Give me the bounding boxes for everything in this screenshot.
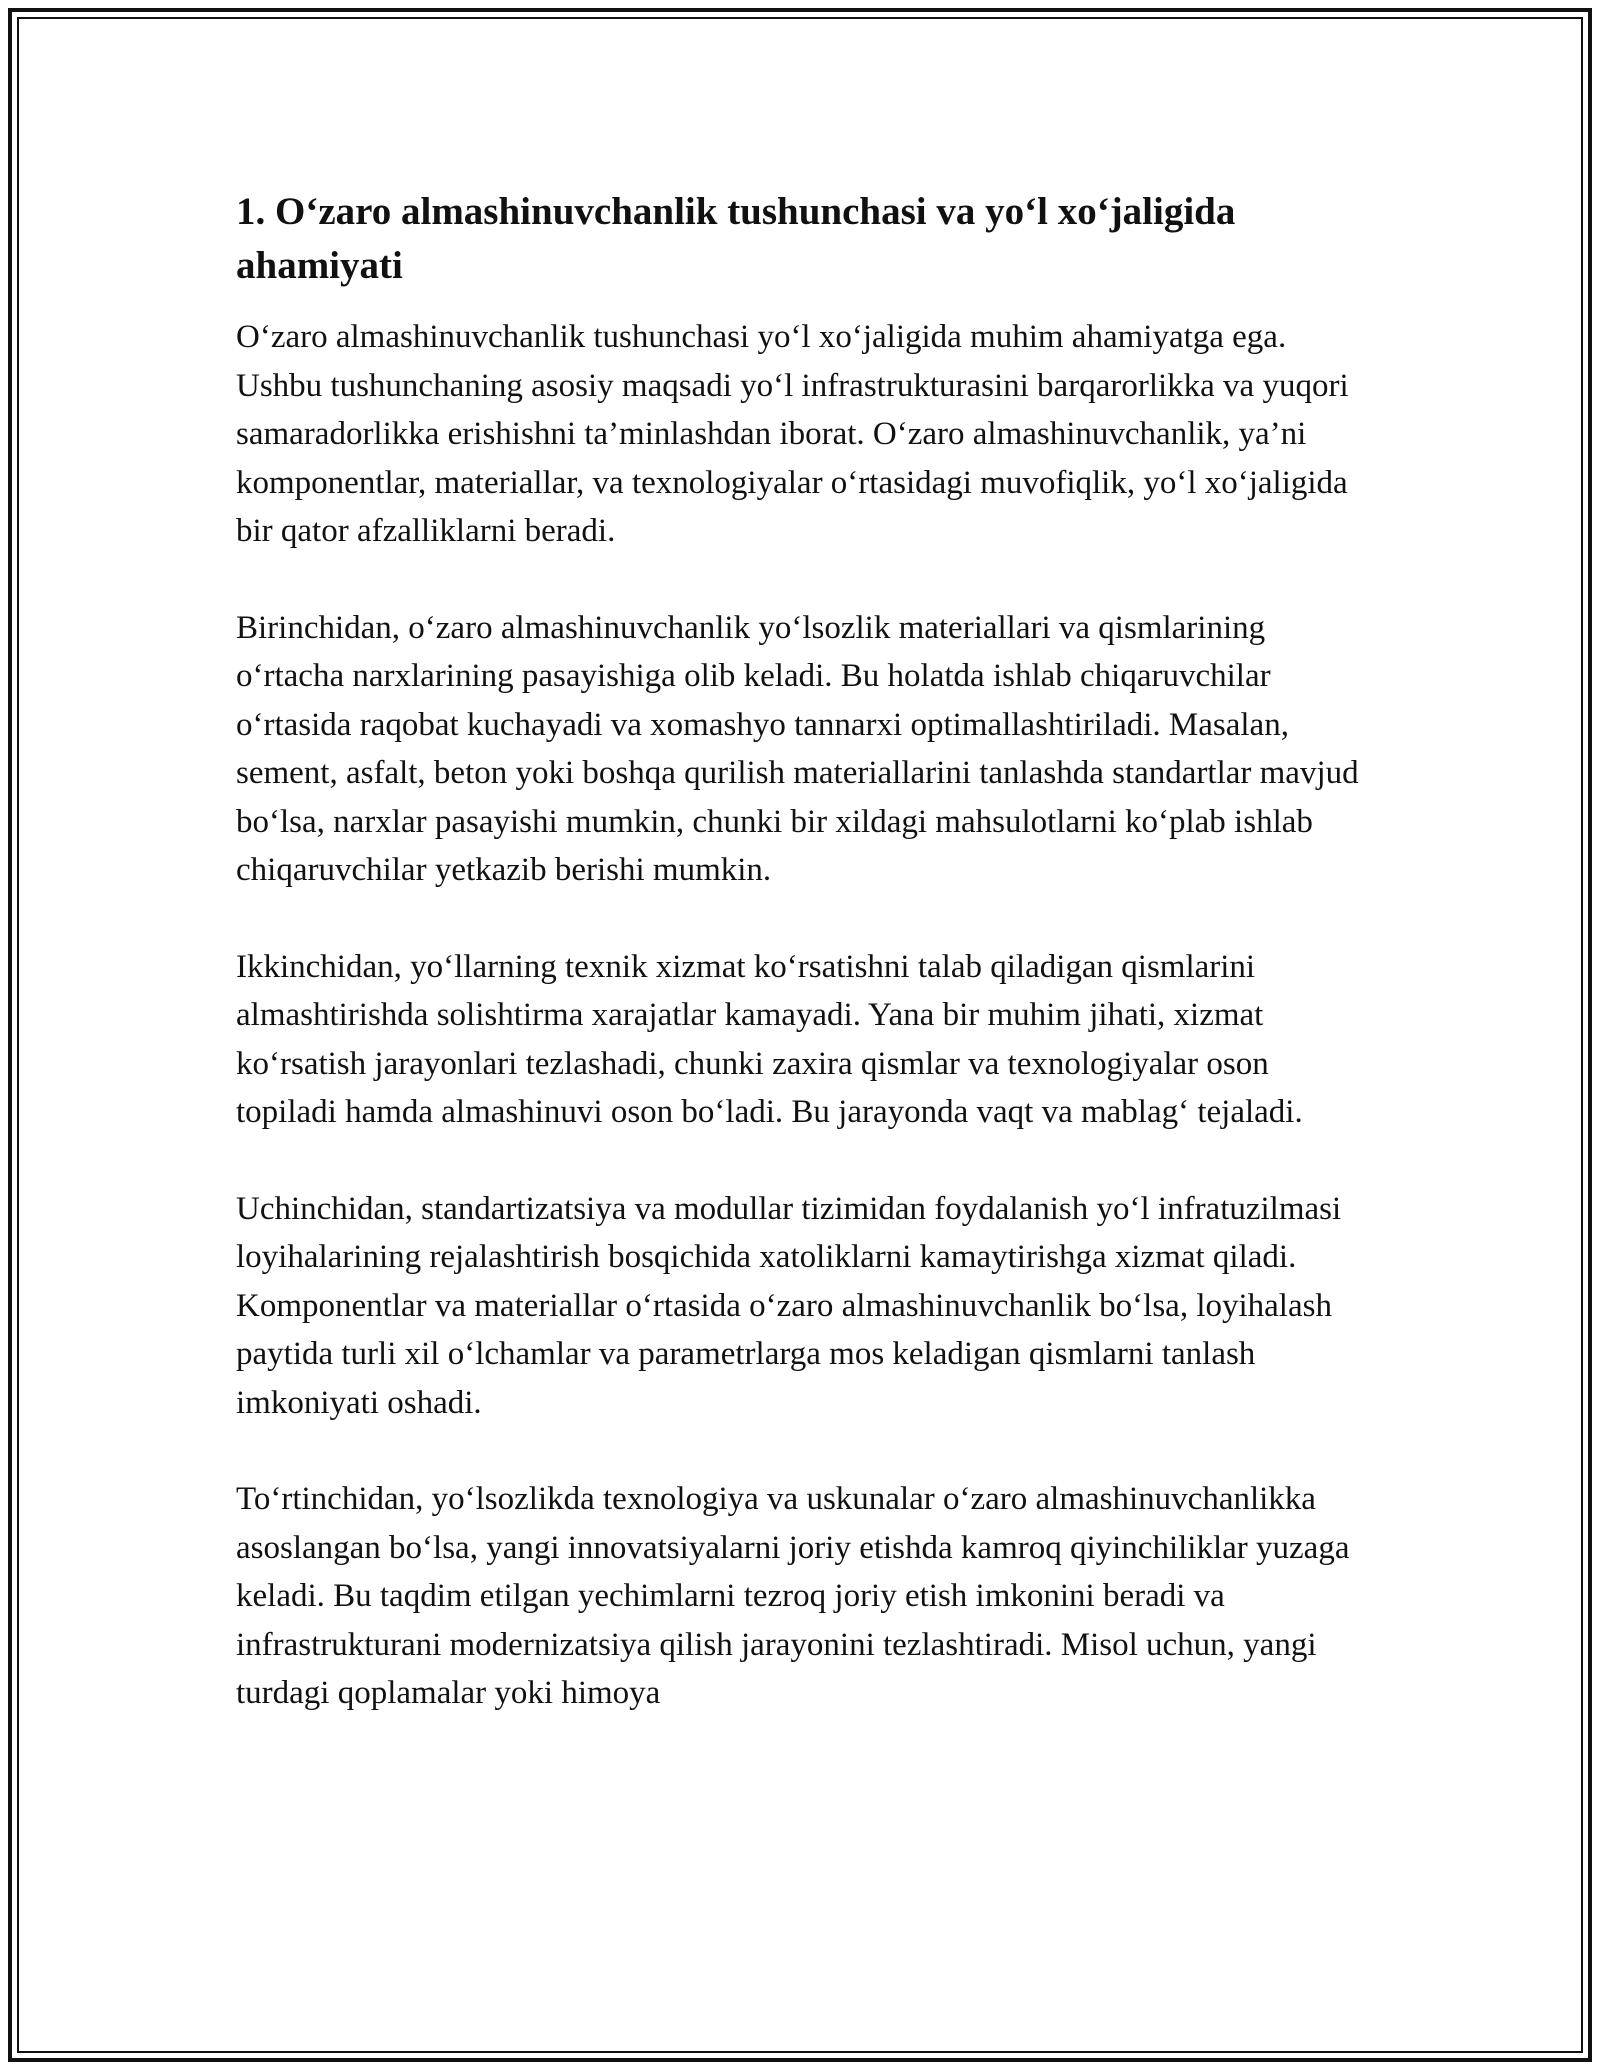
paragraph-intro: O‘zaro almashinuvchanlik tushunchasi yo‘l xo‘jaligida muhim ahamiyatga ega. Ushbu tushunchaning asosiy maqsadi yo‘l infrastrukturasini barqarorlikka va yuqori samaradorlikka erishishni ta’minlashdan iborat. O‘zaro almashinuvchanlik, ya’ni komponentlar, materiallar, va texnologiyalar o‘rtasidagi muvofiqlik, yo‘l xo‘jaligida bir qator afzalliklarni beradi. bbox=[236, 319, 1349, 549]
document-body bbox=[236, 185, 1366, 1766]
paragraph-third: Uchinchidan, standartizatsiya va modullar tizimidan foydalanish yo‘l infratuzilmasi loyihalarining rejalashtirish bosqichida xatoliklarni kamaytirishga xizmat qiladi. Komponentlar va materiallar o‘rtasida o‘zaro almashinuvchanlik bo‘lsa, loyihalash paytida turli xil o‘lchamlar va parametrlarga mos keladigan qismlarni tanlash imkoniyati oshadi. bbox=[236, 1190, 1342, 1421]
paragraph-second: Ikkinchidan, yo‘llarning texnik xizmat ko‘rsatishni talab qiladigan qismlarini almashtirishda solishtirma xarajatlar kamayadi. Yana bir muhim jihati, xizmat ko‘rsatish jarayonlari tezlashadi, chunki zaxira qismlar va texnologiyalar oson topiladi hamda almashinuvi oson bo‘ladi. Bu jarayonda vaqt va mablag‘ tejaladi. bbox=[236, 948, 1303, 1130]
paragraph-fourth: To‘rtinchidan, yo‘lsozlikda texnologiya va uskunalar o‘zaro almashinuvchanlikka asoslangan bo‘lsa, yangi innovatsiyalarni joriy etishda kamroq qiyinchiliklar yuzaga keladi. Bu taqdim etilgan yechimlarni tezroq joriy etish imkonini beradi va infrastrukturani modernizatsiya qilish jarayonini tezlashtiradi. Misol uchun, yangi turdagi qoplamalar yoki himoya bbox=[236, 1481, 1350, 1711]
paragraph-first: Birinchidan, o‘zaro almashinuvchanlik yo‘lsozlik materiallari va qismlarining o‘rtacha narxlarining pasayishiga olib keladi. Bu holatda ishlab chiqaruvchilar o‘rtasida raqobat kuchayadi va xomashyo tannarxi optimallashtiriladi. Masalan, sement, asfalt, beton yoki boshqa qurilish materiallarini tanlashda standartlar mavjud bo‘lsa, narxlar pasayishi mumkin, chunki bir xildagi mahsulotlarni ko‘plab ishlab chiqaruvchilar yetkazib berishi mumkin. bbox=[236, 609, 1359, 888]
section-heading: 1. O‘zaro almashinuvchanlik tushunchasi va yo‘l xo‘jaligida ahamiyati bbox=[236, 190, 1236, 287]
